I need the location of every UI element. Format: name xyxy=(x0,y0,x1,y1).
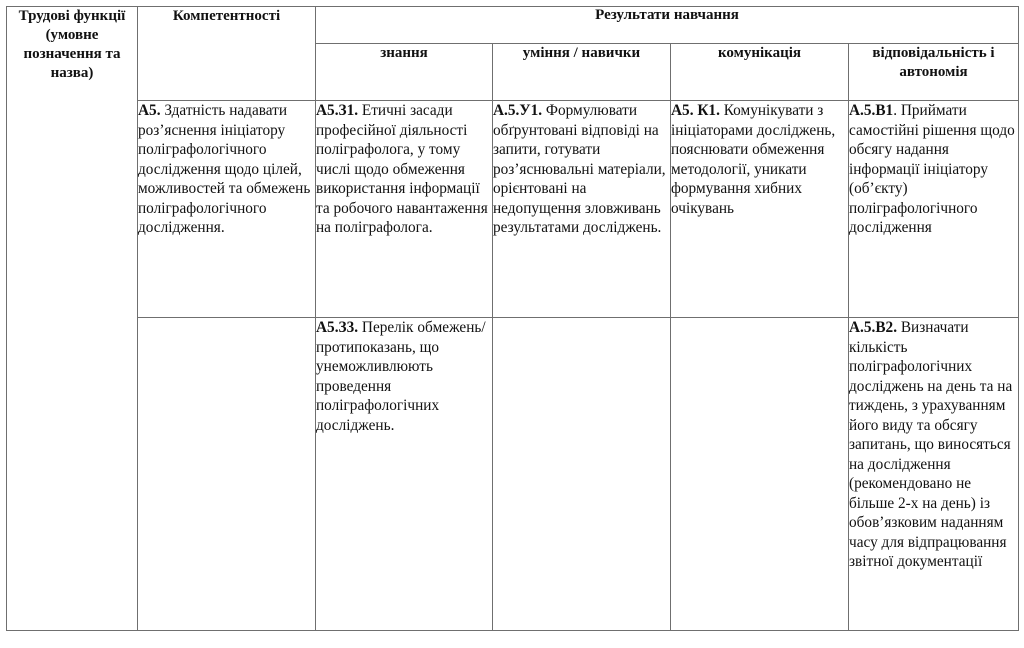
learning-outcomes-table xyxy=(6,6,1019,631)
header-communication: комунікація xyxy=(671,44,849,101)
header-labor-functions: Трудові функції (умовне позначення та назва) xyxy=(7,7,138,631)
table-row xyxy=(7,318,1019,631)
cell-responsibility: А.5.В2. Визначати кількість поліграфологічних досліджень на день та на тиждень, з урахуванням його виду та обсягу запитань, що виносяться на дослідження (рекомендовано не більше 2-х на день) із обов’язковим наданням часу для відпрацювання звітної документації xyxy=(849,318,1019,631)
cell-skills xyxy=(493,318,671,631)
cell-communication: А5. К1. Комунікувати з ініціаторами досліджень, пояснювати обмеження методології, уникати формування хибних очікувань xyxy=(671,101,849,318)
cell-communication xyxy=(671,318,849,631)
header-responsibility: відповідальність і автономія xyxy=(849,44,1019,101)
header-row-top xyxy=(7,7,1019,44)
cell-competence xyxy=(138,318,316,631)
cell-knowledge: А5.З3. Перелік обмежень/протипоказань, що унеможливлюють проведення поліграфологічних досліджень. xyxy=(316,318,493,631)
cell-responsibility: А.5.В1. Приймати самостійні рішення щодо обсягу надання інформації ініціатору (об’єкту) поліграфологічного дослідження xyxy=(849,101,1019,318)
header-knowledge: знання xyxy=(316,44,493,101)
cell-competence: А5. Здатність надавати роз’яснення ініціатору поліграфологічного дослідження щодо цілей, можливостей та обмежень поліграфологічного дослідження. xyxy=(138,101,316,318)
cell-skills: А.5.У1. Формулювати обґрунтовані відповіді на запити, готувати роз’яснювальні матеріали, орієнтовані на недопущення зловживань результатами досліджень. xyxy=(493,101,671,318)
table-row xyxy=(7,101,1019,318)
header-skills: уміння / навички xyxy=(493,44,671,101)
header-competences: Компетентності xyxy=(138,7,316,101)
cell-knowledge: А5.З1. Етичні засади професійної діяльності поліграфолога, у тому числі щодо обмеження використання інформації та робочого навантаження на поліграфолога. xyxy=(316,101,493,318)
header-learning-results: Результати навчання xyxy=(316,7,1019,44)
